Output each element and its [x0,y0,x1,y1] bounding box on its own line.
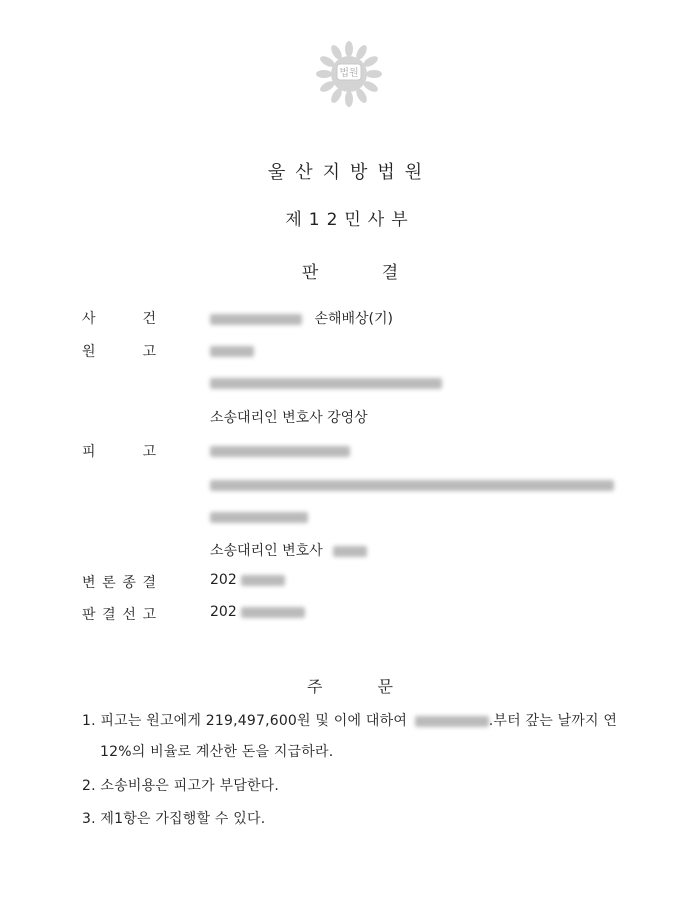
order-item-1 [82,710,617,730]
redacted-closing-date [241,575,285,586]
court-seal-emblem [313,36,385,108]
closing-date-prefix: 202 [210,572,237,588]
redacted-defendant-name [210,446,350,457]
redacted-case-number [210,314,302,325]
closing-label: 변 론 종 결 [82,575,156,591]
defendant-address [210,477,614,493]
defendant-name [210,443,350,459]
case-label: 사 건 [82,311,156,327]
order-item-1-text: 1. 피고는 원고에게 219,497,600원 및 이에 대하여 [82,713,408,729]
redacted-defendant-agent [333,546,367,557]
judgment-date [210,604,305,620]
order-title: 주 문 [307,677,393,696]
court-name: 울산지방법원 [267,162,433,183]
seal-text: 법원 [339,68,359,79]
case-name: 손해배상(기) [314,311,393,327]
order-item-1-continued: 12%의 비율로 계산한 돈을 지급하라. [100,744,334,760]
judgment-date-prefix: 202 [210,604,237,620]
order-item-1-text-2: .부터 갚는 날까지 연 [488,713,618,729]
document-title: 판 결 [301,263,399,283]
redacted-defendant-address [210,480,614,491]
redacted-defendant-address-2 [210,512,308,523]
redacted-start-date [415,716,489,727]
plaintiff-agent: 소송대리인 변호사 강영상 [210,410,368,426]
redacted-judgment-date [241,607,305,618]
case-value [210,308,393,328]
defendant-agent [210,540,367,560]
plaintiff-address [210,375,442,391]
defendant-agent-label: 소송대리인 변호사 [210,543,323,559]
defendant-address-2 [210,509,308,525]
plaintiff-name [210,343,254,359]
judgment-label: 판 결 선 고 [82,607,156,623]
redacted-plaintiff-name [210,346,254,357]
order-item-3: 3. 제1항은 가집행할 수 있다. [82,811,266,827]
division-name: 제12민사부 [285,210,415,230]
closing-date [210,572,285,588]
defendant-label: 피 고 [82,444,156,460]
plaintiff-label: 원 고 [82,344,156,360]
order-item-2: 2. 소송비용은 피고가 부담한다. [82,778,280,794]
redacted-plaintiff-address [210,378,442,389]
